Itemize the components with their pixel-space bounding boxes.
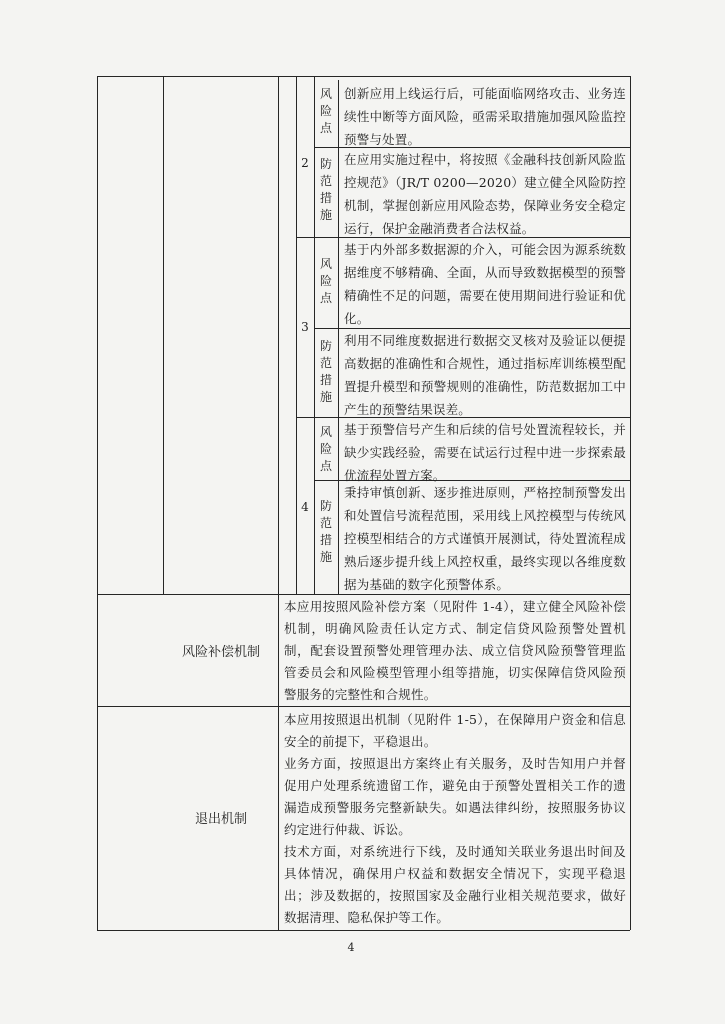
table-border [296,76,297,594]
prevention-measure-label: 防范措施 [319,339,332,404]
table-border [97,76,630,77]
row-number: 2 [301,156,309,170]
row-number: 4 [301,500,309,514]
prevention-measure-text: 秉持审慎创新、逐步推进原则，严格控制预警发出和处置信号流程范围，采用线上风控模型与传统风控模型相结合的方式谨慎开展测试，待处置流程成熟后逐步提升线上风控权重，最终实现以各维度数据为基础的数字化预警体系。 [344,485,626,592]
compensation-label: 风险补偿机制 [181,645,260,660]
prevention-measure-text: 利用不同维度数据进行数据交叉核对及验证以便提高数据的准确性和合规性，通过指标库训练模型配置提升模型和预警规则的准确性，防范数据加工中产生的预警结果误差。 [344,333,626,417]
prevention-measure-text: 在应用实施过程中，将按照《金融科技创新风险监控规范》（JR/T 0200—2020）建立健全风险防控机制，掌握创新应用风险态势，保障业务安全稳定运行，保护金融消费者合法权益。 [344,152,626,236]
table-border [314,76,315,594]
page-number: 4 [347,941,355,954]
exit-paragraph: 本应用按照退出机制（见附件 1-5），在保障用户资金和信息安全的前提下，平稳退出。 [284,712,626,749]
table-border [97,930,630,931]
exit-paragraph: 技术方面，对系统进行下线，及时通知关联业务退出时间及具体情况，确保用户权益和数据安全情况下，实现平稳退出；涉及数据的，按照国家及金融行业相关规范要求，做好数据清理、隐私保护等工作。 [284,844,626,925]
risk-point-text: 基于预警信号产生和后续的信号处置流程较长，并缺少实践经验，需要在试运行过程中进一步探索最优流程处置方案。 [344,422,626,483]
table-border [163,76,164,594]
risk-point-label: 风险点 [319,425,332,473]
table-border [97,76,98,930]
table-border [338,80,339,594]
compensation-text: 本应用按照风险补偿方案（见附件 1-4），建立健全风险补偿机制，明确风险责任认定方式、制定信贷风险预警处置机制，配套设置预警处理管理办法、成立信贷风险预警管理监管委员会和风险模型管理小组等措施，切实保障信贷风险预警服务的完整性和合规性。 [284,599,626,702]
table-border [97,706,630,707]
exit-label: 退出机制 [194,812,247,827]
risk-point-label: 风险点 [319,257,332,305]
risk-point-text: 创新应用上线运行后，可能面临网络攻击、业务连续性中断等方面风险，亟需采取措施加强风险监控预警与处置。 [344,86,626,147]
prevention-measure-label: 防范措施 [319,499,332,564]
exit-paragraph: 业务方面，按照退出方案终止有关服务，及时告知用户并督促用户处理系统遗留工作，避免由于预警处置相关工作的遗漏造成预警服务完整新缺失。如遇法律纠纷，按照服务协议约定进行仲裁、诉讼。 [284,756,626,837]
prevention-measure-label: 防范措施 [319,157,332,222]
table-border [630,76,631,930]
risk-point-text: 基于内外部多数据源的介入，可能会因为源系统数据维度不够精确、全面，从而导致数据模型的预警精确性不足的问题，需要在使用期间进行验证和优化。 [344,242,626,326]
table-border [278,76,279,930]
row-number: 3 [301,320,309,334]
risk-point-label: 风险点 [319,87,332,135]
